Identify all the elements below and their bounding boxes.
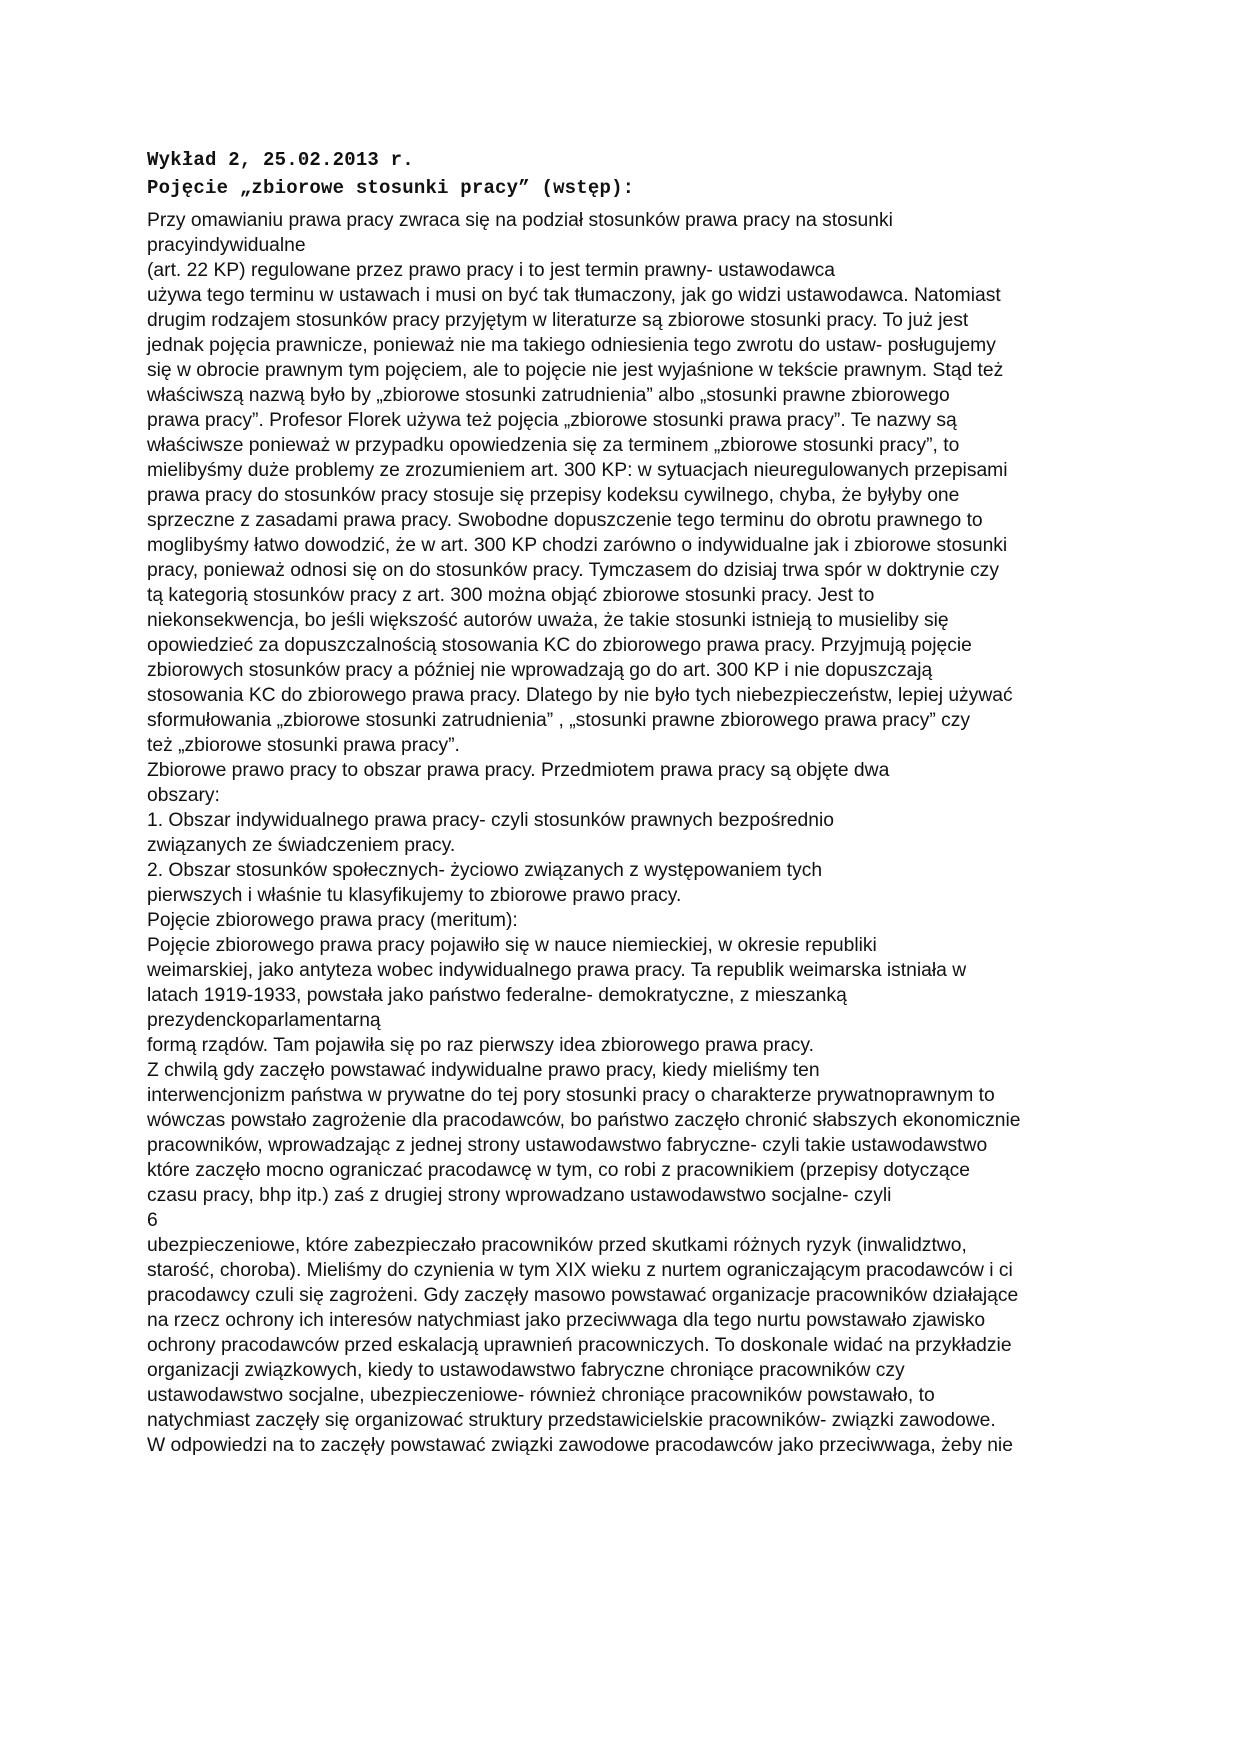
text-line: Przy omawianiu prawa pracy zwraca się na podział stosunków prawa pracy na stosunki [147,210,893,231]
text-line: opowiedzieć za dopuszczalnością stosowania KC do zbiorowego prawa pracy. Przyjmują pojęcie [147,635,972,656]
text-line: 1. Obszar indywidualnego prawa pracy- czyli stosunków prawnych bezpośrednio [147,810,834,831]
text-line: 6 [147,1210,158,1231]
text-line: zbiorowych stosunków pracy a później nie wprowadzają go do art. 300 KP i nie dopuszczają [147,660,933,681]
text-line: mielibyśmy duże problemy ze zrozumieniem art. 300 KP: w sytuacjach nieuregulowanych przepisami [147,460,1008,481]
text-line: W odpowiedzi na to zaczęły powstawać związki zawodowe pracodawców jako przeciwwaga, żeby nie [147,1435,1013,1456]
text-line: związanych ze świadczeniem pracy. [147,835,456,856]
text-line: się w obrocie prawnym tym pojęciem, ale to pojęcie nie jest wyjaśnione w tekście prawnym. Stąd też [147,360,1004,381]
text-line: sformułowania „zbiorowe stosunki zatrudnienia” , „stosunki prawne zbiorowego prawa pracy” czy [147,710,971,731]
text-line: czasu pracy, bhp itp.) zaś z drugiej strony wprowadzano ustawodawstwo socjalne- czyli [147,1185,892,1206]
text-line: niekonsekwencja, bo jeśli większość autorów uważa, że takie stosunki istnieją to musieliby się [147,610,949,631]
text-line: Z chwilą gdy zaczęło powstawać indywidualne prawo pracy, kiedy mieliśmy ten [147,1060,820,1081]
text-line: właściwszą nazwą było by „zbiorowe stosunki zatrudnienia” albo „stosunki prawne zbiorowego [147,385,950,406]
text-line: pierwszych i właśnie tu klasyfikujemy to zbiorowe prawo pracy. [147,885,682,906]
text-line: też „zbiorowe stosunki prawa pracy”. [147,735,460,756]
text-line: latach 1919-1933, powstała jako państwo federalne- demokratyczne, z mieszanką [147,985,847,1006]
text-line: wówczas powstało zagrożenie dla pracodawców, bo państwo zaczęło chronić słabszych ekonomicznie [147,1110,1021,1131]
text-line: używa tego terminu w ustawach i musi on być tak tłumaczony, jak go widzi ustawodawca. Natomiast [147,285,1001,306]
text-line: Pojęcie zbiorowego prawa pracy pojawiło się w nauce niemieckiej, w okresie republiki [147,935,877,956]
text-line: starość, choroba). Mieliśmy do czynienia w tym XIX wieku z nurtem ograniczającym pracodawców i ci [147,1260,1013,1281]
text-line: prawa pracy do stosunków pracy stosuje się przepisy kodeksu cywilnego, chyba, że byłyby one [147,485,960,506]
text-line: 2. Obszar stosunków społecznych- życiowo związanych z występowaniem tych [147,860,823,881]
text-line: organizacji związkowych, kiedy to ustawodawstwo fabryczne chroniące pracowników czy [147,1360,905,1381]
text-line: właściwsze ponieważ w przypadku opowiedzenia się za terminem „zbiorowe stosunki pracy”, to [147,435,960,456]
text-line: pracowników, wprowadzając z jednej strony ustawodawstwo fabryczne- czyli takie ustawodawstwo [147,1135,988,1156]
text-line: moglibyśmy łatwo dowodzić, że w art. 300 KP chodzi zarówno o indywidualne jak i zbiorowe stosunki [147,535,1008,556]
text-line: obszary: [147,785,220,806]
text-line: pracyindywidualne [147,235,306,256]
text-line: natychmiast zaczęły się organizować struktury przedstawicielskie pracowników- związki zawodowe. [147,1410,996,1431]
text-line: jednak pojęcia prawnicze, ponieważ nie ma takiego odniesienia tego zwrotu do ustaw- posługujemy [147,335,996,356]
text-line: na rzecz ochrony ich interesów natychmiast jako przeciwwaga dla tego nurtu powstawało zjawisko [147,1310,986,1331]
text-line: (art. 22 KP) regulowane przez prawo pracy i to jest termin prawny- ustawodawca [147,260,835,281]
text-line: pracy, ponieważ odnosi się on do stosunków pracy. Tymczasem do dzisiaj trwa spór w doktrynie czy [147,560,999,581]
text-line: Zbiorowe prawo pracy to obszar prawa pracy. Przedmiotem prawa pracy są objęte dwa [147,760,890,781]
text-line: ochrony pracodawców przed eskalacją uprawnień pracowniczych. To doskonale widać na przykładzie [147,1335,1012,1356]
text-line: prawa pracy”. Profesor Florek używa też pojęcia „zbiorowe stosunki prawa pracy”. Te nazwy są [147,410,957,431]
text-line: ustawodawstwo socjalne, ubezpieczeniowe- również chroniące pracowników powstawało, to [147,1385,935,1406]
text-line: interwencjonizm państwa w prywatne do tej pory stosunki pracy o charakterze prywatnoprawnym to [147,1085,995,1106]
text-line: które zaczęło mocno ograniczać pracodawcę w tym, co robi z pracownikiem (przepisy dotyczące [147,1160,971,1181]
text-line: weimarskiej, jako antyteza wobec indywidualnego prawa pracy. Ta republik weimarska istniała w [147,960,967,981]
section-heading: Pojęcie „zbiorowe stosunki pracy” (wstęp): [147,177,635,199]
text-line: pracodawcy czuli się zagrożeni. Gdy zaczęły masowo powstawać organizacje pracowników działające [147,1285,1019,1306]
text-line: sprzeczne z zasadami prawa pracy. Swobodne dopuszczenie tego terminu do obrotu prawnego to [147,510,983,531]
text-line: drugim rodzajem stosunków pracy przyjętym w literaturze są zbiorowe stosunki pracy. To już jest [147,310,969,331]
text-line: Pojęcie zbiorowego prawa pracy (meritum): [147,910,518,931]
lecture-heading: Wykład 2, 25.02.2013 r. [147,149,414,171]
text-line: stosowania KC do zbiorowego prawa pracy. Dlatego by nie było tych niebezpieczeństw, lepiej używać [147,685,1013,706]
text-line: tą kategorią stosunków pracy z art. 300 można objąć zbiorowe stosunki pracy. Jest to [147,585,875,606]
text-line: prezydenckoparlamentarną [147,1010,381,1031]
text-line: formą rządów. Tam pojawiła się po raz pierwszy idea zbiorowego prawa pracy. [147,1035,814,1056]
text-line: ubezpieczeniowe, które zabezpieczało pracowników przed skutkami różnych ryzyk (inwalidztwo, [147,1235,967,1256]
